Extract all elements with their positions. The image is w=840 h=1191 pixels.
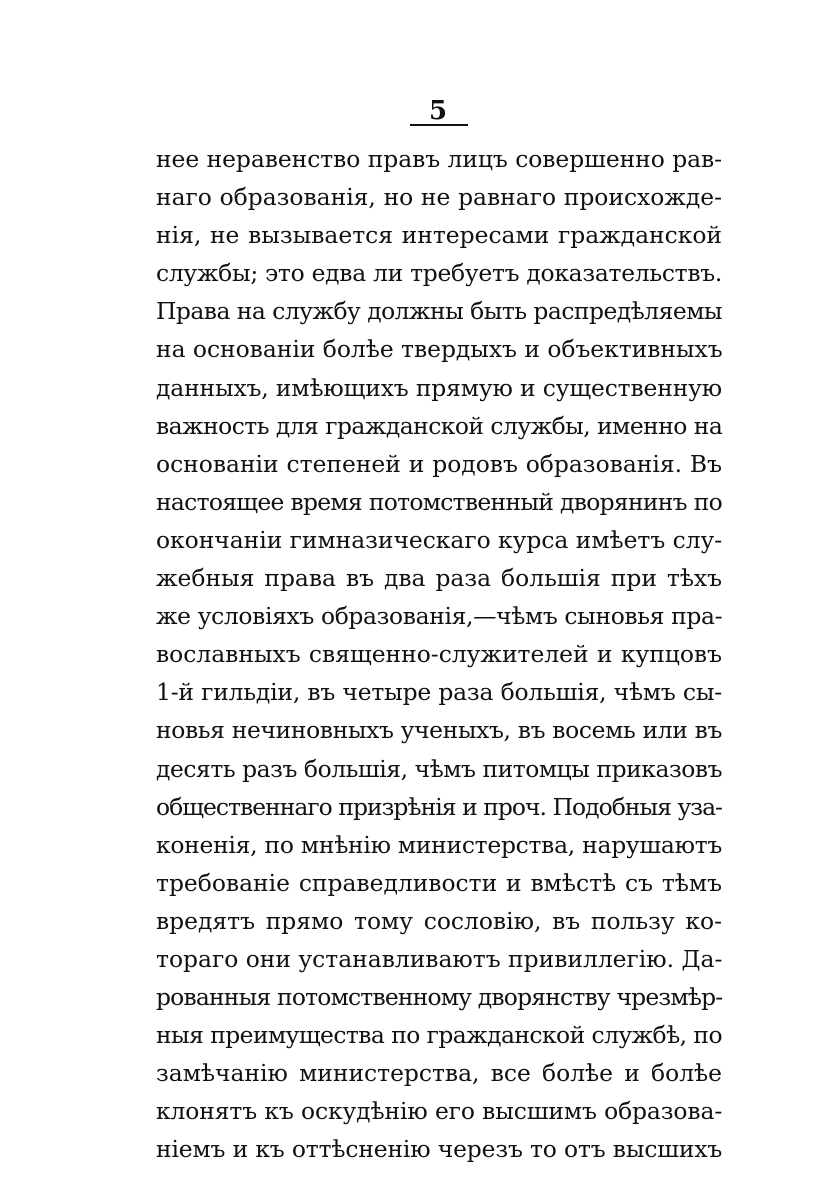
text-line: замѣчанію министерства, все болѣе и болѣе: [156, 1059, 722, 1088]
text-line: жебныя права въ два раза большія при тѣхъ: [156, 564, 722, 593]
text-line: наго образованія, но не равнаго происхожде-: [156, 183, 722, 212]
text-line: Права на службу должны быть распредѣляемы: [156, 297, 722, 326]
text-line: важность для гражданской службы, именно на: [156, 411, 723, 440]
text-line: основаніи степеней и родовъ образованія. Въ: [156, 449, 722, 478]
text-line: настоящее время потомственный дворянинъ по: [156, 487, 722, 516]
text-line: на основаніи болѣе твердыхъ и объективныхъ: [156, 335, 723, 364]
text-line: нія, не вызывается интересами гражданской: [156, 221, 722, 250]
text-line: новья нечиновныхъ ученыхъ, въ восемь или въ: [156, 716, 722, 745]
text-line: вредятъ прямо тому сословію, въ пользу ко-: [156, 906, 722, 935]
text-line: ніемъ и къ оттѣсненію черезъ то отъ высшихъ: [156, 1135, 723, 1164]
text-line: требованіе справедливости и вмѣстѣ съ тѣмъ: [156, 868, 722, 897]
text-line: десять разъ большія, чѣмъ питомцы приказовъ: [156, 754, 723, 783]
text-line: 1-й гильдіи, въ четыре раза большія, чѣмъ сы-: [156, 678, 722, 707]
page-number: 5: [428, 96, 448, 126]
text-line: же условіяхъ образованія,—чѣмъ сыновья пра-: [156, 602, 723, 631]
text-line: окончаніи гимназическаго курса имѣетъ слу-: [156, 525, 723, 554]
text-line: тораго они устанавливаютъ привиллегію. Да-: [156, 944, 723, 973]
text-line: нее неравенство правъ лицъ совершенно рав-: [156, 145, 722, 173]
body-text: [156, 140, 722, 1169]
page-number-rule: [410, 124, 468, 126]
text-line: вославныхъ священно-служителей и купцовъ: [156, 640, 722, 669]
text-line: клонятъ къ оскудѣнію его высшимъ образова-: [156, 1097, 723, 1126]
text-line: ныя преимущества по гражданской службѣ, по: [156, 1021, 722, 1050]
text-line: коненія, по мнѣнію министерства, нарушаютъ: [156, 830, 722, 859]
text-line: общественнаго призрѣнія и проч. Подобныя уза-: [156, 792, 722, 821]
text-line: службы; это едва ли требуетъ доказательствъ.: [156, 259, 722, 288]
text-line: данныхъ, имѣющихъ прямую и существенную: [156, 373, 723, 402]
text-line: рованныя потомственному дворянству чрезмѣр-: [156, 983, 723, 1012]
